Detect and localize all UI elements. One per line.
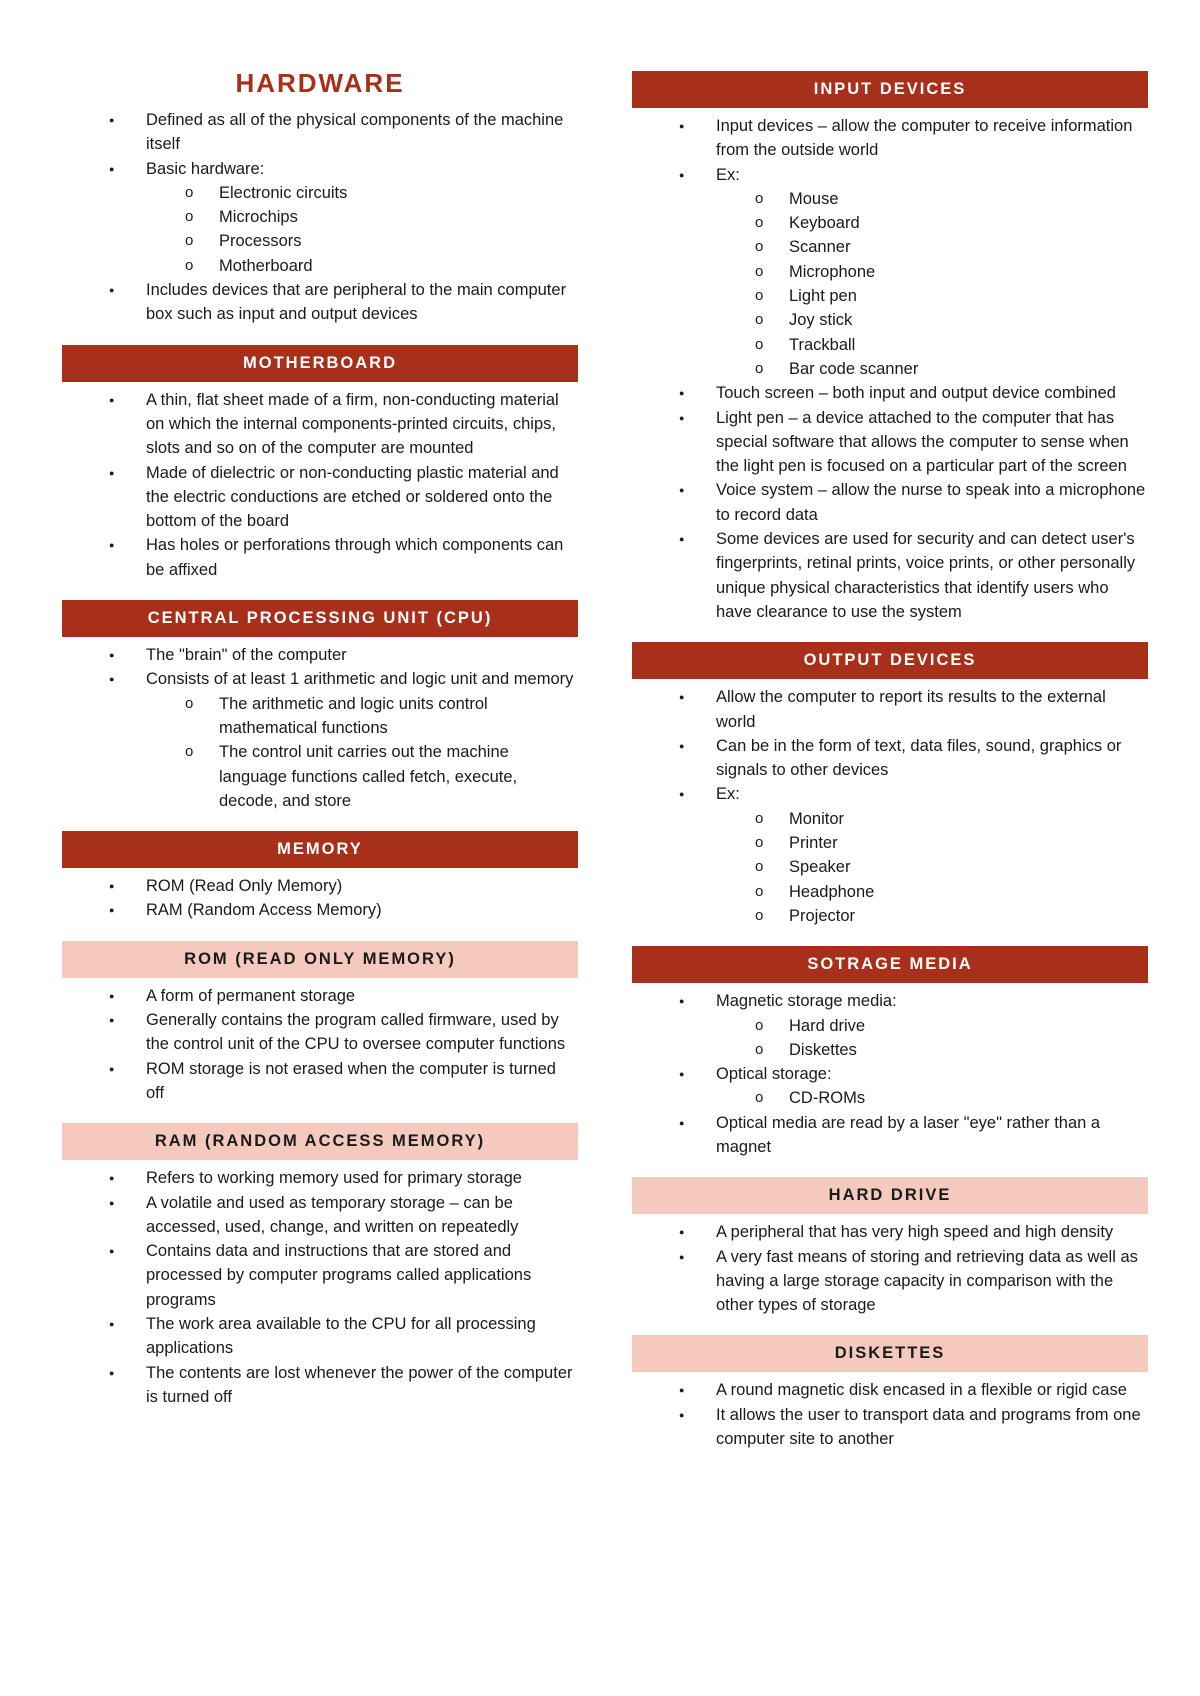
list-item: ● The "brain" of the computer (62, 643, 578, 667)
hard-drive-section (632, 1177, 1148, 1317)
section-heading: OUTPUT DEVICES (632, 642, 1148, 679)
section-heading: SOTRAGE MEDIA (632, 946, 1148, 983)
list-item: ● A volatile and used as temporary storage – can be accessed, used, change, and written on repeatedly (62, 1191, 578, 1240)
section-heading: MEMORY (62, 831, 578, 868)
section-heading: HARD DRIVE (632, 1177, 1148, 1214)
ram-section (62, 1123, 578, 1409)
list-item: ● Defined as all of the physical components of the machine itself (62, 108, 578, 157)
list-item: ● Has holes or perforations through which components can be affixed (62, 533, 578, 582)
list-item: ● Can be in the form of text, data files, sound, graphics or signals to other devices (632, 734, 1148, 783)
sub-list-item: o The arithmetic and logic units control mathematical functions (146, 692, 578, 741)
section-heading: ROM (READ ONLY MEMORY) (62, 941, 578, 978)
memory-section (62, 831, 578, 923)
sub-list-item: o CD-ROMs (716, 1086, 1148, 1110)
list-item: ● A peripheral that has very high speed and high density (632, 1220, 1148, 1244)
page-title: HARDWARE (235, 68, 405, 98)
storage-media-section (632, 946, 1148, 1159)
sub-list-item: o Printer (716, 831, 1148, 855)
section-heading: CENTRAL PROCESSING UNIT (CPU) (62, 600, 578, 637)
section-heading: RAM (RANDOM ACCESS MEMORY) (62, 1123, 578, 1160)
list-item: ● Some devices are used for security and can detect user's fingerprints, retinal prints, voice prints, or other personally unique physical characteristics that identify users who have clearance to use the system (632, 527, 1148, 624)
list-item: ● Ex: o Monitor o Printer o Speaker o Headphone o Projector (632, 782, 1148, 928)
sub-list-item: o Mouse (716, 187, 1148, 211)
list-item: ● The contents are lost whenever the power of the computer is turned off (62, 1361, 578, 1410)
list-item: ● Optical media are read by a laser "eye" rather than a magnet (632, 1111, 1148, 1160)
sub-list-item: o Headphone (716, 880, 1148, 904)
list-item: ● A very fast means of storing and retrieving data as well as having a large storage capacity in comparison with the other types of storage (632, 1245, 1148, 1318)
list-item: ● A thin, flat sheet made of a firm, non-conducting material on which the internal components-printed circuits, chips, slots and so on of the computer are mounted (62, 388, 578, 461)
cpu-section (62, 600, 578, 813)
motherboard-section (62, 345, 578, 582)
list-item: ● A round magnetic disk encased in a flexible or rigid case (632, 1378, 1148, 1402)
sub-list-item: o Electronic circuits (146, 181, 578, 205)
list-item: ● Includes devices that are peripheral to the main computer box such as input and output devices (62, 278, 578, 327)
section-heading: MOTHERBOARD (62, 345, 578, 382)
sub-list-item: o Diskettes (716, 1038, 1148, 1062)
sub-list-item: o Joy stick (716, 308, 1148, 332)
sub-list-item: o Microphone (716, 260, 1148, 284)
intro-section (62, 108, 578, 327)
list-item: ● Consists of at least 1 arithmetic and logic unit and memory o The arithmetic and logic units control mathematical functions o The control unit carries out the machine language functions called fetch, execute, decode, and store (62, 667, 578, 813)
sub-list-item: o Hard drive (716, 1014, 1148, 1038)
sub-list-item: o Scanner (716, 235, 1148, 259)
list-item: ● Input devices – allow the computer to receive information from the outside world (632, 114, 1148, 163)
sub-list-item: o Bar code scanner (716, 357, 1148, 381)
list-item: ● Touch screen – both input and output device combined (632, 381, 1148, 405)
diskettes-section (632, 1335, 1148, 1451)
list-item: ● Contains data and instructions that are stored and processed by computer programs called applications programs (62, 1239, 578, 1312)
output-devices-section (632, 642, 1148, 928)
list-item: ● Generally contains the program called firmware, used by the control unit of the CPU to oversee computer functions (62, 1008, 578, 1057)
sub-list-item: o Microchips (146, 205, 578, 229)
sub-list-item: o Keyboard (716, 211, 1148, 235)
sub-list-item: o The control unit carries out the machine language functions called fetch, execute, decode, and store (146, 740, 578, 813)
list-item: ● Refers to working memory used for primary storage (62, 1166, 578, 1190)
list-item: ● ROM (Read Only Memory) (62, 874, 578, 898)
list-item: ● Light pen – a device attached to the computer that has special software that allows the computer to sense when the light pen is focused on a particular part of the screen (632, 406, 1148, 479)
sub-list-item: o Processors (146, 229, 578, 253)
sub-list-item: o Projector (716, 904, 1148, 928)
section-heading: DISKETTES (632, 1335, 1148, 1372)
list-item: ● The work area available to the CPU for all processing applications (62, 1312, 578, 1361)
left-column (62, 66, 578, 1427)
sub-list-item: o Light pen (716, 284, 1148, 308)
list-item: ● RAM (Random Access Memory) (62, 898, 578, 922)
sub-list-item: o Motherboard (146, 254, 578, 278)
list-item: ● Allow the computer to report its results to the external world (632, 685, 1148, 734)
list-item: ● A form of permanent storage (62, 984, 578, 1008)
list-item: ● It allows the user to transport data and programs from one computer site to another (632, 1403, 1148, 1452)
list-item: ● Basic hardware: o Electronic circuits o Microchips o Processors o Motherboard (62, 157, 578, 278)
list-item: ● ROM storage is not erased when the computer is turned off (62, 1057, 578, 1106)
list-item: ● Ex: o Mouse o Keyboard o Scanner o Microphone o Light pen o Joy stick o Trackball o Bar code scanner (632, 163, 1148, 382)
rom-section (62, 941, 578, 1105)
input-devices-section (632, 71, 1148, 624)
list-item: ● Made of dielectric or non-conducting plastic material and the electric conductions are etched or soldered onto the bottom of the board (62, 461, 578, 534)
sub-list-item: o Trackball (716, 333, 1148, 357)
sub-list-item: o Monitor (716, 807, 1148, 831)
list-item: ● Voice system – allow the nurse to speak into a microphone to record data (632, 478, 1148, 527)
list-item: ● Magnetic storage media: o Hard drive o Diskettes (632, 989, 1148, 1062)
sub-list-item: o Speaker (716, 855, 1148, 879)
list-item: ● Optical storage: o CD-ROMs (632, 1062, 1148, 1111)
right-column (632, 71, 1148, 1469)
section-heading: INPUT DEVICES (632, 71, 1148, 108)
